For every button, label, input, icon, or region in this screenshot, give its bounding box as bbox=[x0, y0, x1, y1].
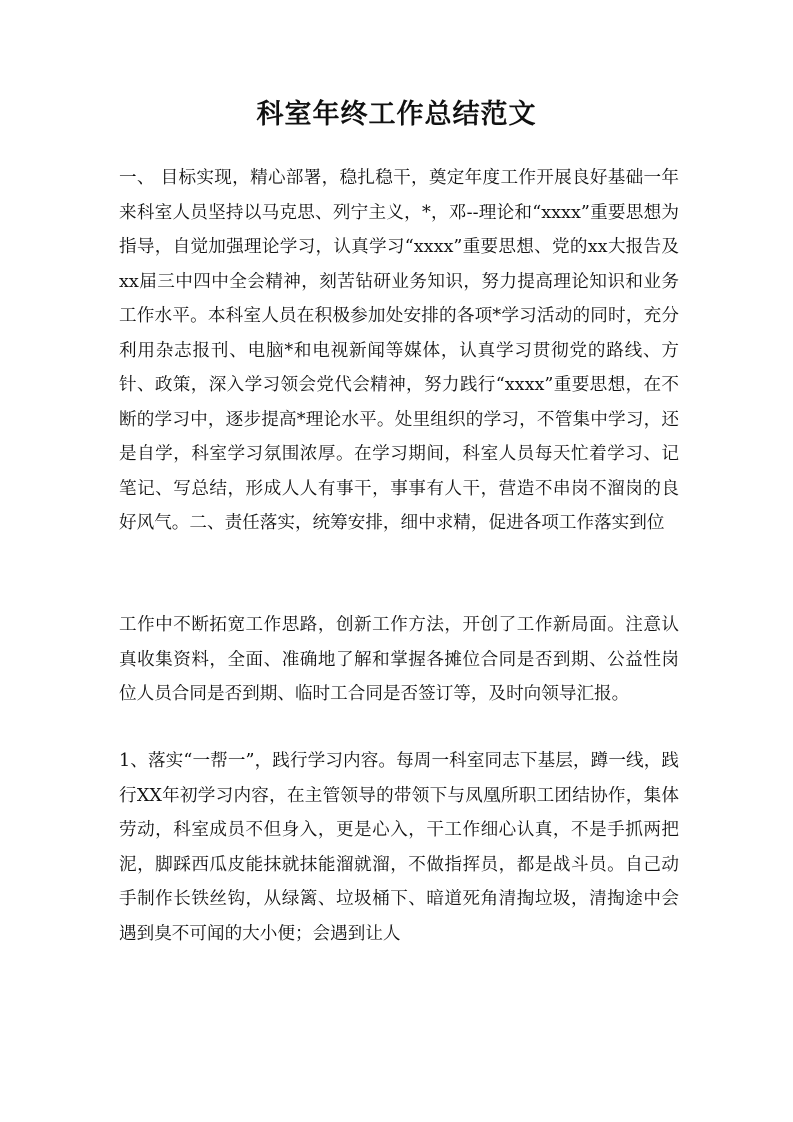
paragraph-1: 一、 目标实现，精心部署，稳扎稳干，奠定年度工作开展良好基础一年来科室人员坚持以马克思、列宁主义，*，邓--理论和“xxxx”重要思想为指导，自觉加强理论学习，认真学习“xxxx”重要思想、党的xx大报告及xx届三中四中全会精神，刻苦钻研业务知识，努力提高理论知识和业务工作水平。本科室人员在积极参加处安排的各项*学习活动的同时，充分利用杂志报刊、电脑*和电视新闻等媒体，认真学习贯彻党的路线、方针、政策，深入学习领会党代会精神，努力践行“xxxx”重要思想，在不断的学习中，逐步提高*理论水平。处里组织的学习，不管集中学习，还是自学，科室学习氛围浓厚。在学习期间，科室人员每天忙着学习、记笔记、写总结，形成人人有事干，事事有人干，营造不串岗不溜岗的良好风气。二、责任落实，统筹安排，细中求精，促进各项工作落实到位 bbox=[119, 168, 679, 533]
paragraph-3: 1、落实“一帮一”，践行学习内容。每周一科室同志下基层，蹲一线，践行XX年初学习内容，在主管领导的带领下与凤凰所职工团结协作，集体劳动，科室成员不但身入，更是心入，干工作细心认真，不是手抓两把泥，脚踩西瓜皮能抹就抹能溜就溜，不做指挥员，都是战斗员。自己动手制作长铁丝钩，从绿篱、垃圾桶下、暗道死角清掏垃圾，清掏途中会遇到臭不可闻的大小便；会遇到让人 bbox=[119, 751, 679, 944]
document-title: 科室年终工作总结范文 bbox=[256, 99, 537, 130]
paragraph-2: 工作中不断拓宽工作思路，创新工作方法，开创了工作新局面。注意认真收集资料，全面、准确地了解和掌握各摊位合同是否到期、公益性岗位人员合同是否到期、临时工合同是否签订等，及时向领导汇报。 bbox=[119, 615, 679, 704]
